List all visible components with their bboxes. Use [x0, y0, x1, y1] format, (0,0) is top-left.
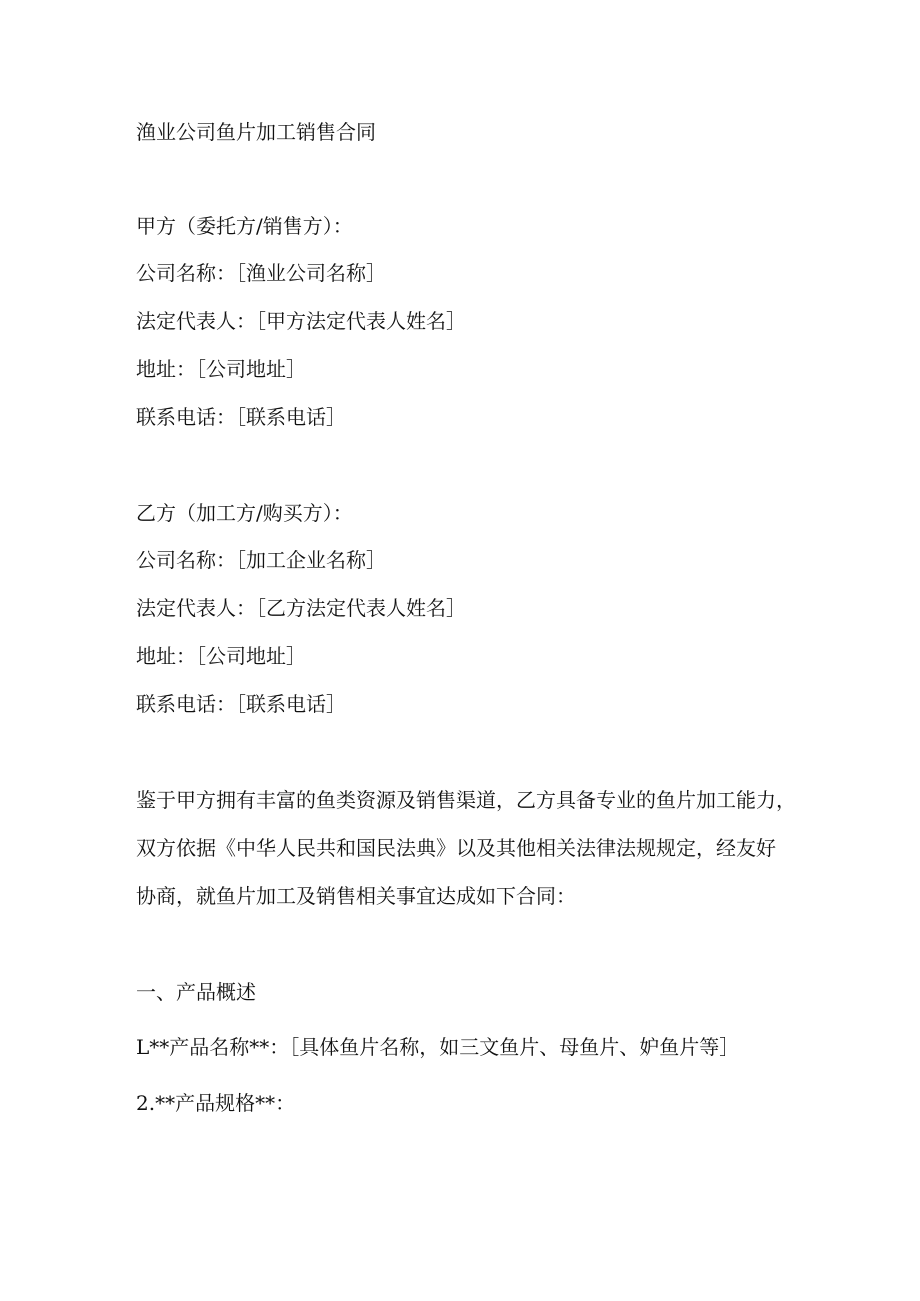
section-item: L**产品名称**：［具体鱼片名称，如三文鱼片、母鱼片、妒鱼片等］	[136, 1035, 740, 1059]
party-b-address: 地址：［公司地址］	[136, 644, 306, 668]
party-a-heading: 甲方（委托方/销售方）：	[136, 214, 353, 238]
party-b-representative: 法定代表人：［乙方法定代表人姓名］	[136, 596, 466, 620]
party-b-phone: 联系电话：［联系电话］	[136, 692, 346, 716]
party-a-address: 地址：［公司地址］	[136, 357, 306, 381]
party-b-heading: 乙方（加工方/购买方）：	[136, 501, 353, 525]
preamble-line: 协商，就鱼片加工及销售相关事宜达成如下合同：	[136, 884, 576, 908]
party-a-representative: 法定代表人：［甲方法定代表人姓名］	[136, 309, 466, 333]
party-a-company: 公司名称：［渔业公司名称］	[136, 261, 386, 285]
section-item: 2.**产品规格**：	[136, 1091, 296, 1115]
preamble-line: 鉴于甲方拥有丰富的鱼类资源及销售渠道，乙方具备专业的鱼片加工能力，	[136, 788, 796, 812]
preamble-line: 双方依据《中华人民共和国民法典》以及其他相关法律法规规定，经友好	[136, 836, 776, 860]
party-a-phone: 联系电话：［联系电话］	[136, 405, 346, 429]
party-b-company: 公司名称：［加工企业名称］	[136, 548, 386, 572]
document-title: 渔业公司鱼片加工销售合同	[136, 120, 376, 144]
section-heading: 一、产品概述	[136, 980, 256, 1004]
